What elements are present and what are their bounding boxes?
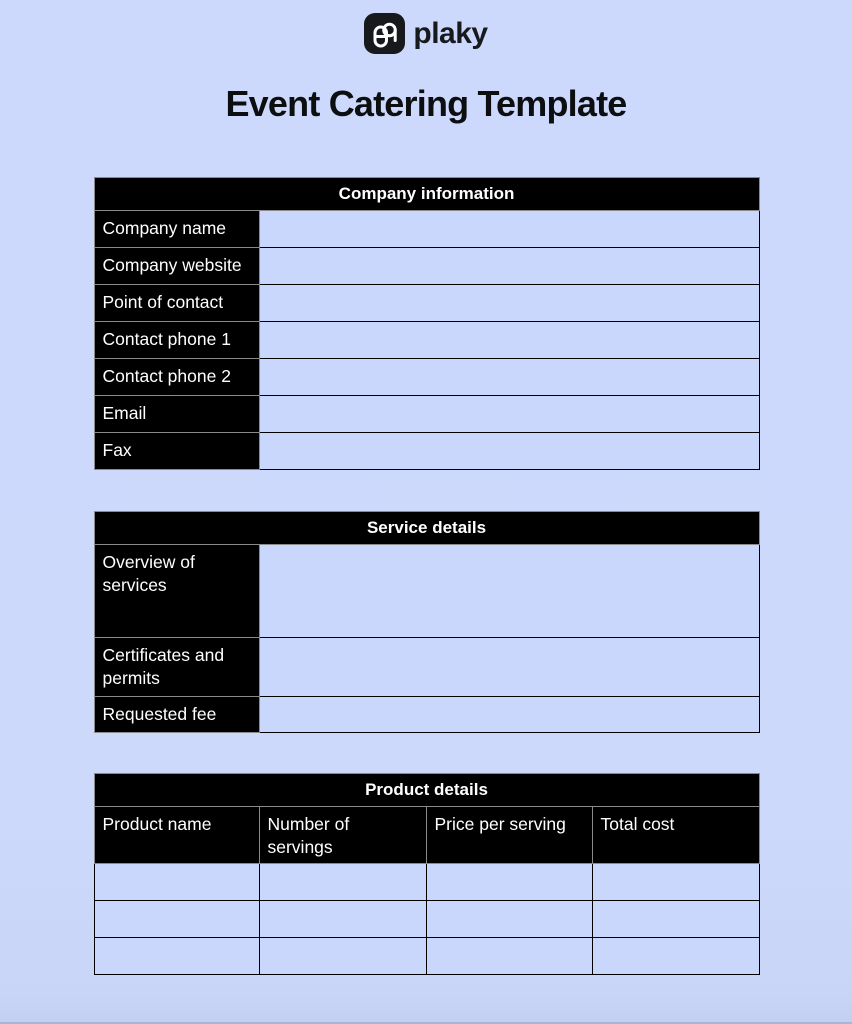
- col-header-price-per-serving: Price per serving: [426, 807, 592, 864]
- product-cell[interactable]: [94, 901, 259, 938]
- company-name-value[interactable]: [259, 211, 759, 248]
- product-cell[interactable]: [259, 938, 426, 975]
- table-row: [94, 807, 759, 864]
- table-row: [94, 433, 759, 470]
- plaky-logo-icon: [364, 13, 405, 54]
- product-cell[interactable]: [426, 938, 592, 975]
- row-label-point-of-contact: Point of contact: [94, 285, 259, 322]
- row-label-contact-phone-1: Contact phone 1: [94, 322, 259, 359]
- table-row: [94, 396, 759, 433]
- email-value[interactable]: [259, 396, 759, 433]
- row-label-company-name: Company name: [94, 211, 259, 248]
- table-row: [94, 248, 759, 285]
- product-cell[interactable]: [426, 901, 592, 938]
- company-information-table: [94, 177, 760, 470]
- certificates-and-permits-value[interactable]: [259, 638, 759, 697]
- product-cell[interactable]: [94, 864, 259, 901]
- product-cell[interactable]: [426, 864, 592, 901]
- row-label-overview-of-services: Overview of services: [94, 545, 259, 638]
- row-label-company-website: Company website: [94, 248, 259, 285]
- table-row: [94, 638, 759, 697]
- contact-phone-1-value[interactable]: [259, 322, 759, 359]
- row-label-requested-fee: Requested fee: [94, 697, 259, 733]
- table-row: [94, 211, 759, 248]
- table-row: [94, 545, 759, 638]
- col-header-total-cost: Total cost: [592, 807, 759, 864]
- table-row: [94, 938, 759, 975]
- row-label-email: Email: [94, 396, 259, 433]
- product-cell[interactable]: [592, 938, 759, 975]
- logo-text: plaky: [413, 17, 488, 50]
- row-label-fax: Fax: [94, 433, 259, 470]
- product-cell[interactable]: [592, 901, 759, 938]
- col-header-number-of-servings: Number of servings: [259, 807, 426, 864]
- col-header-product-name: Product name: [94, 807, 259, 864]
- point-of-contact-value[interactable]: [259, 285, 759, 322]
- product-cell[interactable]: [259, 864, 426, 901]
- table-row: [94, 322, 759, 359]
- table-row: [94, 359, 759, 396]
- company-website-value[interactable]: [259, 248, 759, 285]
- brand-header: [0, 0, 852, 125]
- logo: [0, 12, 852, 54]
- fax-value[interactable]: [259, 433, 759, 470]
- product-cell[interactable]: [259, 901, 426, 938]
- row-label-contact-phone-2: Contact phone 2: [94, 359, 259, 396]
- product-cell[interactable]: [592, 864, 759, 901]
- product-details-header: Product details: [94, 774, 759, 807]
- page-title: Event Catering Template: [225, 83, 627, 124]
- company-information-header: Company information: [94, 178, 759, 211]
- product-cell[interactable]: [94, 938, 259, 975]
- contact-phone-2-value[interactable]: [259, 359, 759, 396]
- table-row: [94, 512, 759, 545]
- table-row: [94, 178, 759, 211]
- table-row: [94, 697, 759, 733]
- requested-fee-value[interactable]: [259, 697, 759, 733]
- table-row: [94, 901, 759, 938]
- table-row: [94, 285, 759, 322]
- product-details-table: [94, 773, 760, 975]
- service-details-header: Service details: [94, 512, 759, 545]
- row-label-certificates-and-permits: Certificates and permits: [94, 638, 259, 697]
- table-row: [94, 774, 759, 807]
- document-body: [94, 177, 759, 975]
- overview-of-services-value[interactable]: [259, 545, 759, 638]
- service-details-table: [94, 511, 760, 733]
- table-row: [94, 864, 759, 901]
